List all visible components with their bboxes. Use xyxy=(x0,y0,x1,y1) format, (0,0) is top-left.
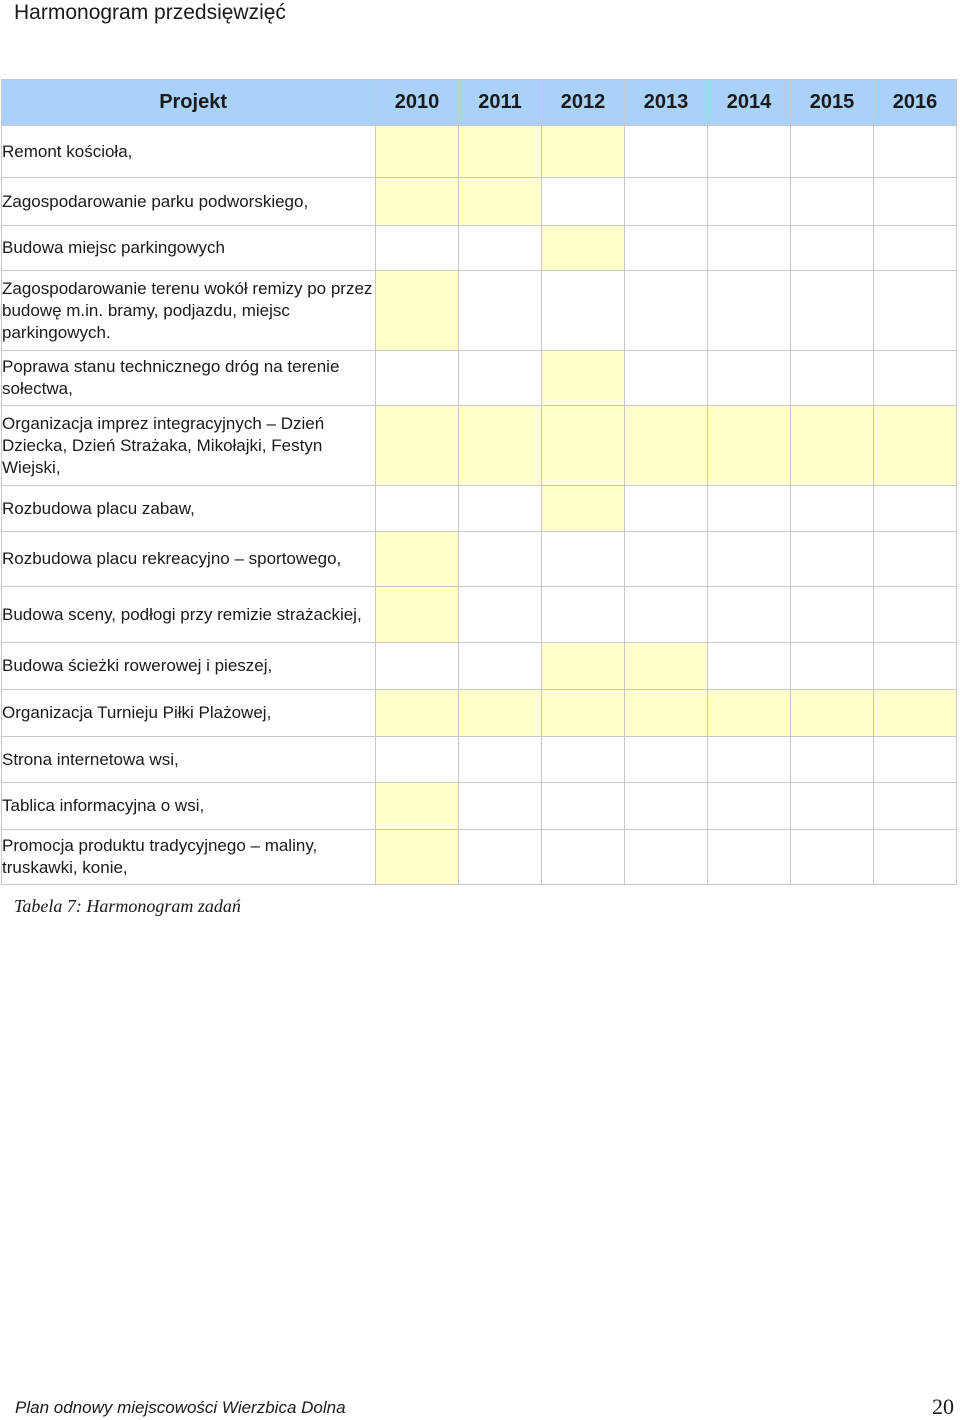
empty-year-cell xyxy=(708,532,791,587)
empty-year-cell xyxy=(874,226,957,271)
page-number: 20 xyxy=(932,1394,954,1419)
scheduled-year-cell xyxy=(542,406,625,486)
table-row xyxy=(2,126,957,178)
year-header: 2015 xyxy=(791,80,874,126)
task-name: Tablica informacyjna o wsi, xyxy=(2,783,376,830)
empty-year-cell xyxy=(459,271,542,351)
empty-year-cell xyxy=(459,830,542,885)
scheduled-year-cell xyxy=(542,226,625,271)
table-row xyxy=(2,406,957,486)
table-row xyxy=(2,351,957,406)
year-header: 2016 xyxy=(874,80,957,126)
empty-year-cell xyxy=(791,737,874,783)
empty-year-cell xyxy=(625,830,708,885)
scheduled-year-cell xyxy=(376,532,459,587)
empty-year-cell xyxy=(542,532,625,587)
empty-year-cell xyxy=(708,783,791,830)
scheduled-year-cell xyxy=(625,643,708,690)
empty-year-cell xyxy=(791,486,874,532)
task-name: Strona internetowa wsi, xyxy=(2,737,376,783)
scheduled-year-cell xyxy=(459,406,542,486)
table-row xyxy=(2,271,957,351)
task-name: Zagospodarowanie parku podworskiego, xyxy=(2,178,376,226)
empty-year-cell xyxy=(459,351,542,406)
empty-year-cell xyxy=(791,226,874,271)
task-name: Organizacja imprez integracyjnych – Dzień Dziecka, Dzień Strażaka, Mikołajki, Festyn Wiejski, xyxy=(2,406,376,486)
scheduled-year-cell xyxy=(791,690,874,737)
empty-year-cell xyxy=(376,351,459,406)
empty-year-cell xyxy=(874,830,957,885)
empty-year-cell xyxy=(625,178,708,226)
page-heading: Harmonogram przedsięwzięć xyxy=(14,1,286,24)
empty-year-cell xyxy=(791,830,874,885)
scheduled-year-cell xyxy=(791,406,874,486)
scheduled-year-cell xyxy=(542,643,625,690)
year-header: 2011 xyxy=(459,80,542,126)
empty-year-cell xyxy=(874,178,957,226)
scheduled-year-cell xyxy=(376,178,459,226)
empty-year-cell xyxy=(874,643,957,690)
task-name: Budowa miejsc parkingowych xyxy=(2,226,376,271)
task-name: Organizacja Turnieju Piłki Plażowej, xyxy=(2,690,376,737)
scheduled-year-cell xyxy=(376,830,459,885)
empty-year-cell xyxy=(542,783,625,830)
empty-year-cell xyxy=(459,486,542,532)
empty-year-cell xyxy=(625,532,708,587)
empty-year-cell xyxy=(791,783,874,830)
empty-year-cell xyxy=(791,126,874,178)
table-row xyxy=(2,690,957,737)
scheduled-year-cell xyxy=(625,690,708,737)
table-row xyxy=(2,643,957,690)
footer-title: Plan odnowy miejscowości Wierzbica Dolna xyxy=(15,1398,346,1417)
empty-year-cell xyxy=(459,226,542,271)
empty-year-cell xyxy=(791,643,874,690)
empty-year-cell xyxy=(625,126,708,178)
scheduled-year-cell xyxy=(542,690,625,737)
empty-year-cell xyxy=(376,737,459,783)
year-header: 2010 xyxy=(376,80,459,126)
empty-year-cell xyxy=(542,178,625,226)
scheduled-year-cell xyxy=(459,126,542,178)
empty-year-cell xyxy=(874,737,957,783)
task-name: Rozbudowa placu rekreacyjno – sportowego, xyxy=(2,532,376,587)
empty-year-cell xyxy=(874,587,957,643)
empty-year-cell xyxy=(708,226,791,271)
empty-year-cell xyxy=(874,271,957,351)
scheduled-year-cell xyxy=(376,271,459,351)
empty-year-cell xyxy=(542,737,625,783)
empty-year-cell xyxy=(708,351,791,406)
year-header: 2014 xyxy=(708,80,791,126)
scheduled-year-cell xyxy=(625,406,708,486)
empty-year-cell xyxy=(459,783,542,830)
scheduled-year-cell xyxy=(874,406,957,486)
empty-year-cell xyxy=(625,783,708,830)
empty-year-cell xyxy=(708,178,791,226)
empty-year-cell xyxy=(542,830,625,885)
empty-year-cell xyxy=(874,351,957,406)
scheduled-year-cell xyxy=(542,486,625,532)
table-row xyxy=(2,783,957,830)
scheduled-year-cell xyxy=(874,690,957,737)
scheduled-year-cell xyxy=(459,690,542,737)
scheduled-year-cell xyxy=(459,178,542,226)
empty-year-cell xyxy=(542,587,625,643)
scheduled-year-cell xyxy=(376,587,459,643)
empty-year-cell xyxy=(625,226,708,271)
task-name: Zagospodarowanie terenu wokół remizy po przez budowę m.in. bramy, podjazdu, miejsc parkingowych. xyxy=(2,271,376,351)
task-name: Poprawa stanu technicznego dróg na terenie sołectwa, xyxy=(2,351,376,406)
empty-year-cell xyxy=(708,486,791,532)
empty-year-cell xyxy=(459,587,542,643)
scheduled-year-cell xyxy=(542,351,625,406)
task-name: Promocja produktu tradycyjnego – maliny, truskawki, konie, xyxy=(2,830,376,885)
empty-year-cell xyxy=(376,226,459,271)
schedule-body xyxy=(2,126,957,885)
table-row xyxy=(2,178,957,226)
table-caption: Tabela 7: Harmonogram zadań xyxy=(14,896,241,916)
empty-year-cell xyxy=(874,532,957,587)
empty-year-cell xyxy=(791,351,874,406)
empty-year-cell xyxy=(376,643,459,690)
year-header: 2012 xyxy=(542,80,625,126)
empty-year-cell xyxy=(874,126,957,178)
table-row xyxy=(2,532,957,587)
table-row xyxy=(2,830,957,885)
task-name: Budowa sceny, podłogi przy remizie strażackiej, xyxy=(2,587,376,643)
task-name: Remont kościoła, xyxy=(2,126,376,178)
empty-year-cell xyxy=(874,783,957,830)
empty-year-cell xyxy=(708,126,791,178)
empty-year-cell xyxy=(376,486,459,532)
empty-year-cell xyxy=(625,271,708,351)
scheduled-year-cell xyxy=(376,690,459,737)
table-row xyxy=(2,486,957,532)
empty-year-cell xyxy=(459,532,542,587)
empty-year-cell xyxy=(791,178,874,226)
scheduled-year-cell xyxy=(708,690,791,737)
empty-year-cell xyxy=(459,737,542,783)
table-row xyxy=(2,737,957,783)
empty-year-cell xyxy=(791,587,874,643)
scheduled-year-cell xyxy=(376,406,459,486)
empty-year-cell xyxy=(625,737,708,783)
empty-year-cell xyxy=(874,486,957,532)
empty-year-cell xyxy=(708,587,791,643)
empty-year-cell xyxy=(542,271,625,351)
header-row xyxy=(2,80,957,126)
schedule-table xyxy=(1,79,957,885)
task-name: Budowa ścieżki rowerowej i pieszej, xyxy=(2,643,376,690)
scheduled-year-cell xyxy=(376,783,459,830)
empty-year-cell xyxy=(791,532,874,587)
year-header: 2013 xyxy=(625,80,708,126)
empty-year-cell xyxy=(708,830,791,885)
empty-year-cell xyxy=(625,587,708,643)
table-row xyxy=(2,226,957,271)
table-row xyxy=(2,587,957,643)
empty-year-cell xyxy=(791,271,874,351)
empty-year-cell xyxy=(459,643,542,690)
empty-year-cell xyxy=(708,271,791,351)
empty-year-cell xyxy=(708,643,791,690)
project-column-header: Projekt xyxy=(2,80,376,126)
empty-year-cell xyxy=(625,486,708,532)
task-name: Rozbudowa placu zabaw, xyxy=(2,486,376,532)
scheduled-year-cell xyxy=(376,126,459,178)
scheduled-year-cell xyxy=(542,126,625,178)
empty-year-cell xyxy=(708,737,791,783)
scheduled-year-cell xyxy=(708,406,791,486)
empty-year-cell xyxy=(625,351,708,406)
